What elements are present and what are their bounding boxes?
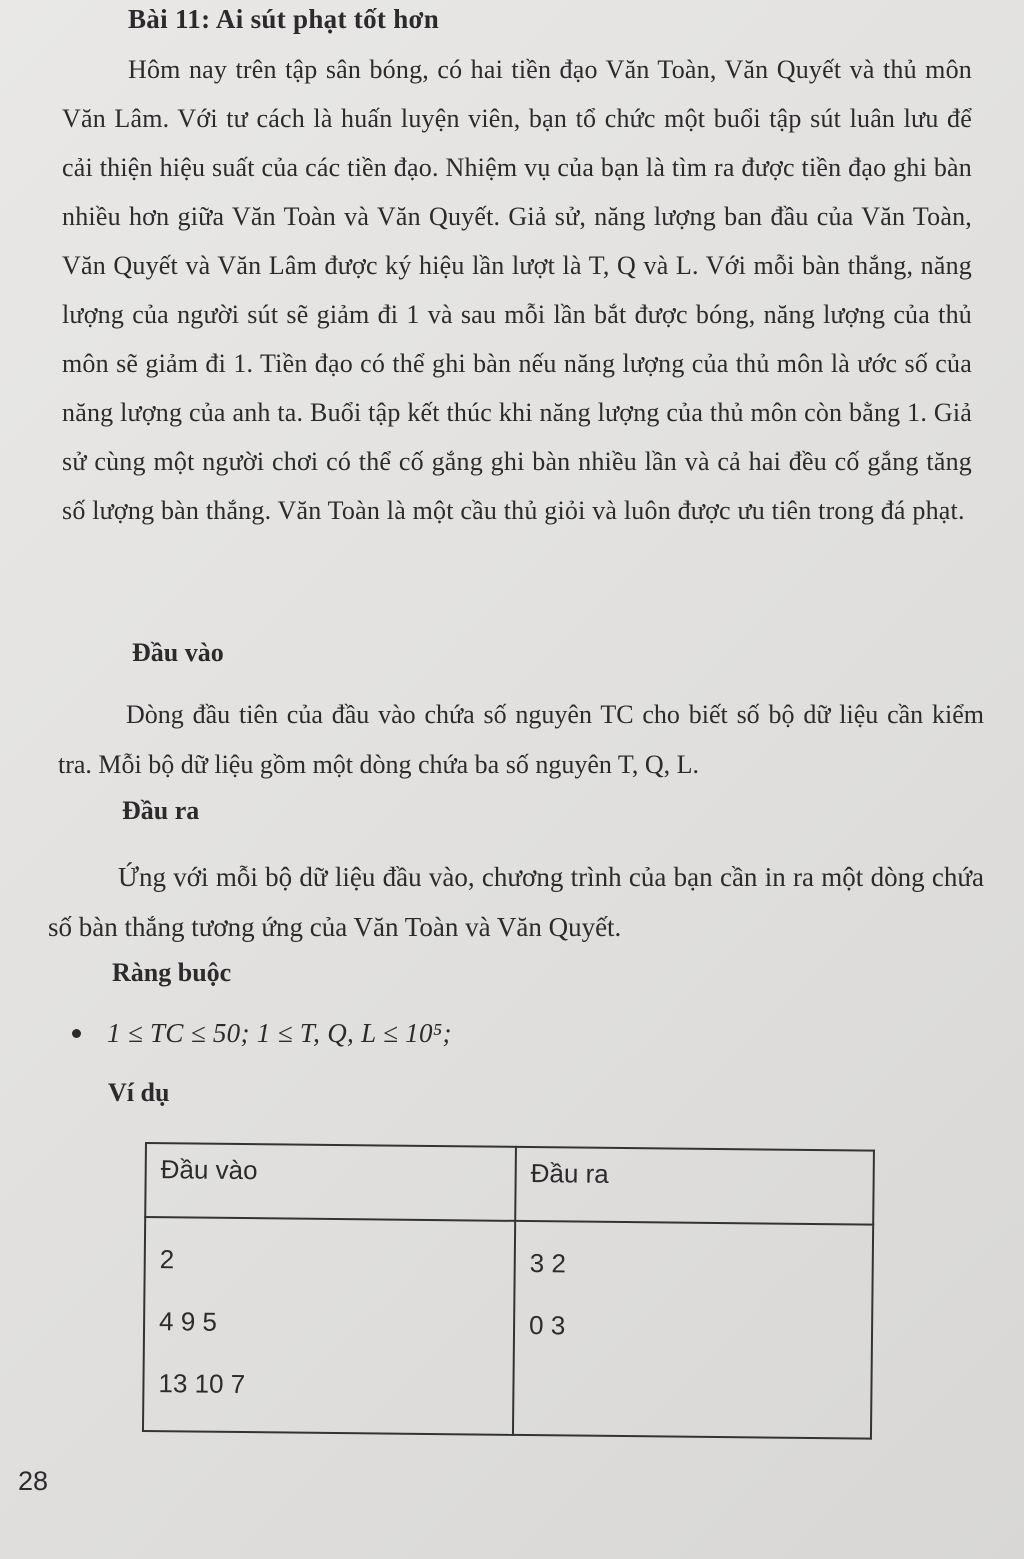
example-table <box>142 1142 875 1440</box>
exercise-title: Bài 11: Ai sút phạt tốt hơn <box>128 4 440 34</box>
example-heading: Ví dụ <box>108 1078 170 1107</box>
table-header-row <box>145 1143 874 1225</box>
output-line: 0 3 <box>528 1310 566 1341</box>
input-line: 13 10 7 <box>158 1368 246 1400</box>
output-description: Ứng với mỗi bộ dữ liệu đầu vào, chương trình của bạn cần in ra một dòng chứa số bàn thắng tương ứng của Văn Toàn và Văn Quyết. <box>48 862 984 942</box>
table-row <box>143 1217 873 1439</box>
input-heading: Đầu vào <box>132 638 224 667</box>
output-line: 3 2 <box>529 1248 567 1279</box>
page-number: 28 <box>18 1466 49 1496</box>
bullet-icon <box>72 1029 81 1038</box>
table-header-input: Đầu vào <box>145 1143 516 1221</box>
input-description: Dòng đầu tiên của đầu vào chứa số nguyên TC cho biết số bộ dữ liệu cần kiểm tra. Mỗi bộ dữ liệu gồm một dòng chứa ba số nguyên T, Q, L. <box>58 700 984 779</box>
table-header-output: Đầu ra <box>515 1147 874 1225</box>
input-line: 4 9 5 <box>158 1306 218 1337</box>
input-line: 2 <box>159 1244 175 1275</box>
problem-statement: Hôm nay trên tập sân bóng, có hai tiền đạo Văn Toàn, Văn Quyết và thủ môn Văn Lâm. Với tư cách là huấn luyện viên, bạn tổ chức một buổi tập sút luân lưu để cải thiện hiệu suất của các tiền đạo. Nhiệm vụ của bạn là tìm ra được tiền đạo ghi bàn nhiều hơn giữa Văn Toàn và Văn Quyết. Giả sử, năng lượng ban đầu của Văn Toàn, Văn Quyết và Văn Lâm được ký hiệu lần lượt là T, Q và L. Với mỗi bàn thắng, năng lượng của người sút sẽ giảm đi 1 và sau mỗi lần bắt được bóng, năng lượng của thủ môn sẽ giảm đi 1. Tiền đạo có thể ghi bàn nếu năng lượng của thủ môn là ước số của năng lượng của anh ta. Buổi tập kết thúc khi năng lượng của thủ môn còn bằng 1. Giả sử cùng một người chơi có thể cố gắng ghi bàn nhiều lần và cả hai đều cố gắng tăng số lượng bàn thắng. Văn Toàn là một cầu thủ giỏi và luôn được ưu tiên trong đá phạt. <box>62 55 972 525</box>
example-input-cell <box>143 1217 515 1435</box>
constraint-item <box>72 1018 452 1049</box>
example-output-cell <box>513 1221 873 1439</box>
output-heading: Đầu ra <box>122 796 200 825</box>
constraints-heading: Ràng buộc <box>112 958 232 987</box>
constraint-text: 1 ≤ TC ≤ 50; 1 ≤ T, Q, L ≤ 10⁵; <box>107 1018 452 1048</box>
